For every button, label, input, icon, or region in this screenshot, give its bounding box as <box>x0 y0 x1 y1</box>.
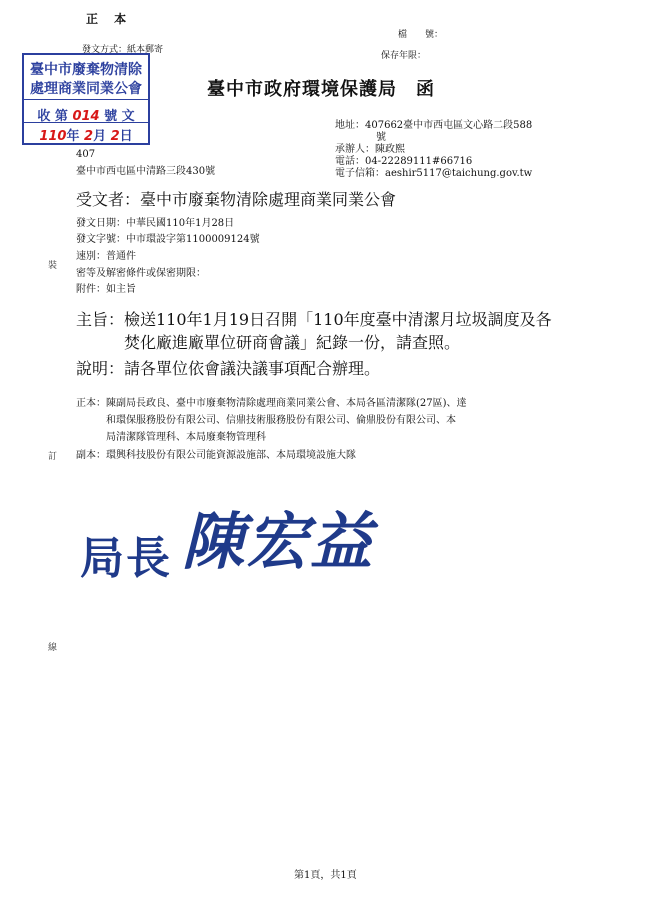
address-line2: 號 <box>376 132 386 143</box>
stamp-divider-2 <box>24 122 148 123</box>
stamp-org-line1: 臺中市廢棄物清除 <box>30 62 142 78</box>
email: 電子信箱：aeshir5117@taichung.gov.tw <box>335 168 533 179</box>
reference-number: 發文字號：中市環設字第1100009124號 <box>76 234 260 245</box>
issue-date: 發文日期：中華民國110年1月28日 <box>76 218 235 229</box>
file-number-label: 檔 號： <box>398 30 444 40</box>
stamp-date-day-unit: 日 <box>119 129 133 144</box>
signature-title: 局長 <box>80 533 172 584</box>
explanation: 說明：請各單位依會議決議事項配合辦理。 <box>76 359 381 378</box>
recipient-postal-code: 407 <box>76 149 96 160</box>
stamp-org-line2: 處理商業同業公會 <box>30 81 142 97</box>
recipient-street: 臺中市西屯區中清路三段430號 <box>76 166 216 177</box>
send-method: 發文方式：紙本郵寄 <box>82 45 164 55</box>
stamp-handwritten-number: 014 <box>72 109 100 124</box>
binding-mark-bottom: 線 <box>48 643 58 653</box>
original-recipients-line2: 和環保服務股份有限公司、信鼎技術服務股份有限公司、倫鼎股份有限公司、本 <box>106 415 456 426</box>
receipt-stamp <box>22 53 150 145</box>
stamp-divider <box>24 99 148 100</box>
recipient: 受文者：臺中市廢棄物清除處理商業同業公會 <box>76 190 397 209</box>
stamp-receive-mid: 第 <box>54 109 68 124</box>
stamp-receive-suffix: 號 文 <box>104 109 135 124</box>
document-title: 臺中市政府環境保護局 函 <box>207 79 435 100</box>
stamp-receive-date <box>24 125 148 144</box>
copy-recipients: 副本：環興科技股份有限公司能資源設施部、本局環境設施大隊 <box>76 450 356 461</box>
retention-label: 保存年限： <box>381 51 427 61</box>
binding-mark-top: 裝 <box>48 261 58 271</box>
stamp-receive-prefix: 收 <box>37 109 51 124</box>
stamp-date-month-unit: 月 <box>93 129 107 144</box>
original-recipients-line3: 局清潔隊管理科、本局廢棄物管理科 <box>106 432 266 443</box>
stamp-date-day: 2 <box>110 129 120 144</box>
signature-name: 陳宏益 <box>182 505 375 578</box>
subject-line1: 主旨：檢送110年1月19日召開「110年度臺中清潔月垃圾調度及各 <box>76 310 552 329</box>
address-line1: 地址：407662臺中市西屯區文心路二段588 <box>335 120 533 131</box>
director-signature <box>80 492 375 584</box>
attachment: 附件：如主旨 <box>76 284 136 295</box>
stamp-date-year: 110 <box>39 129 67 144</box>
page-number: 第1頁，共1頁 <box>294 870 357 881</box>
subject-line2: 焚化廠進廠單位研商會議」紀錄一份，請查照。 <box>124 333 461 352</box>
stamp-date-month: 2 <box>84 129 94 144</box>
original-recipients-line1: 正本：陳副局長政良、臺中市廢棄物清除處理商業同業公會、本局各區清潔隊(27區)、達 <box>76 398 467 409</box>
secrecy-level: 密等及解密條件或保密期限： <box>76 268 206 279</box>
stamp-date-year-unit: 年 <box>66 129 80 144</box>
original-copy-mark: 正 本 <box>86 12 133 26</box>
phone: 電話：04-22289111#66716 <box>335 156 473 167</box>
binding-mark-middle: 訂 <box>48 452 58 462</box>
delivery-speed: 速別：普通件 <box>76 251 136 262</box>
handler: 承辦人：陳政熙 <box>335 144 405 155</box>
